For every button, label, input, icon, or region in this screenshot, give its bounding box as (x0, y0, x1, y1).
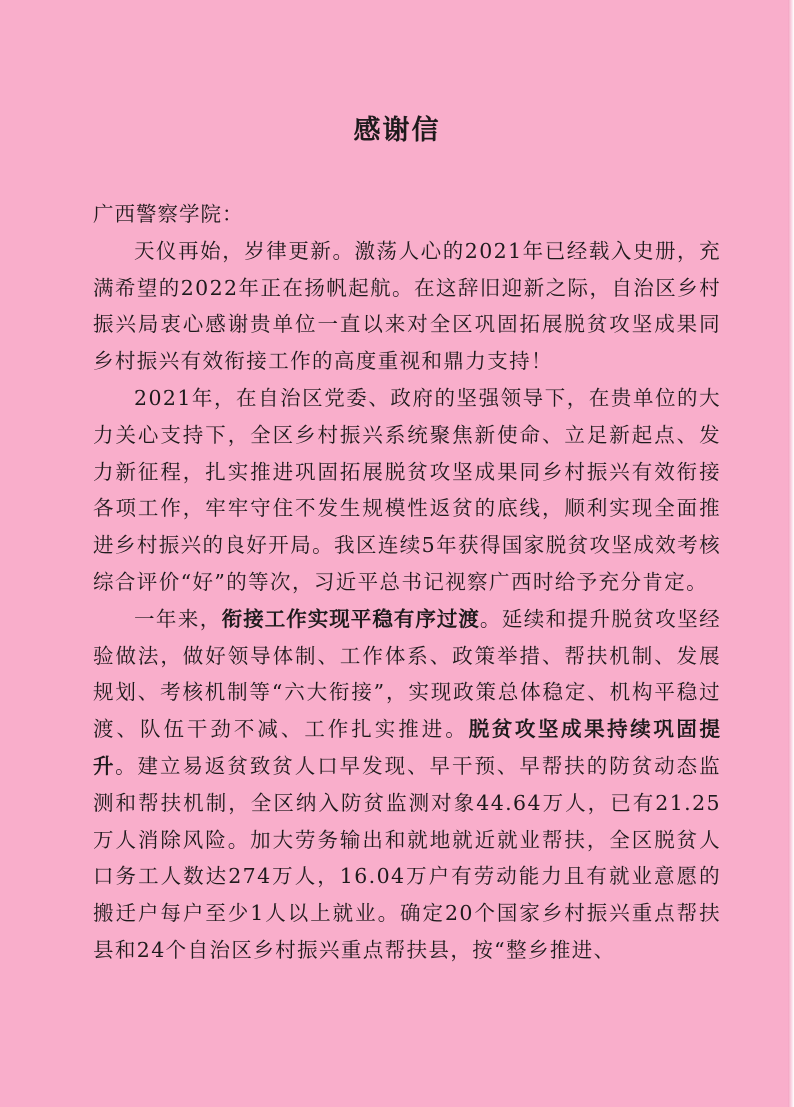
scan-edge (788, 0, 794, 1107)
paragraph-greeting (93, 233, 721, 380)
letter-body (93, 196, 721, 969)
paragraph-achievements-2021 (93, 380, 721, 601)
paragraph-text: 。延续和提升脱贫攻坚经验做法，做好领导体制、工作体系、政策举措、帮扶机制、发展规划、考核机制等“六大衔接”，实现政策总体稳定、机构平稳过渡、队伍干劲不减、工作扎实推进。 (93, 606, 722, 742)
salutation: 广西警察学院： (93, 202, 244, 226)
letter-title: 感谢信 (353, 115, 441, 146)
paragraph-text: 2021年，在自治区党委、政府的坚强领导下，在贵单位的大力关心支持下，全区乡村振兴系统聚焦新使命、立足新起点、发力新征程，扎实推进巩固拓展脱贫攻坚成果同乡村振兴有效衔接各项工作，牢牢守住不发生规模性返贫的底线，顺利实现全面推进乡村振兴的良好开局。我区连续5年获得国家脱贫攻坚成效考核综合评价“好”的等次，习近平总书记视察广西时给予充分肯定。 (93, 385, 721, 594)
paragraph-text: 一年来， (134, 606, 222, 631)
bold-highlight-consolidation: 脱贫攻坚成果持续巩固提升 (93, 717, 721, 778)
paragraph-past-year (93, 601, 721, 969)
paragraph-text: 天仪再始，岁律更新。激荡人心的2021年已经载入史册，充满希望的2022年正在扬帆起航。在这辞旧迎新之际，自治区乡村振兴局衷心感谢贵单位一直以来对全区巩固拓展脱贫攻坚成果同乡村振兴有效衔接工作的高度重视和鼎力支持！ (93, 238, 721, 374)
paragraph-text: 。建立易返贫致贫人口早发现、早干预、早帮扶的防贫动态监测和帮扶机制，全区纳入防贫监测对象44.64万人，已有21.25万人消除风险。加大劳务输出和就地就近就业帮扶，全区脱贫人口务工人数达274万人，16.04万户有劳动能力且有就业意愿的搬迁户每户至少1人以上就业。确定20个国家乡村振兴重点帮扶县和24个自治区乡村振兴重点帮扶县，按“整乡推进、 (93, 753, 721, 962)
bold-highlight-transition: 衔接工作实现平稳有序过渡 (221, 606, 480, 631)
